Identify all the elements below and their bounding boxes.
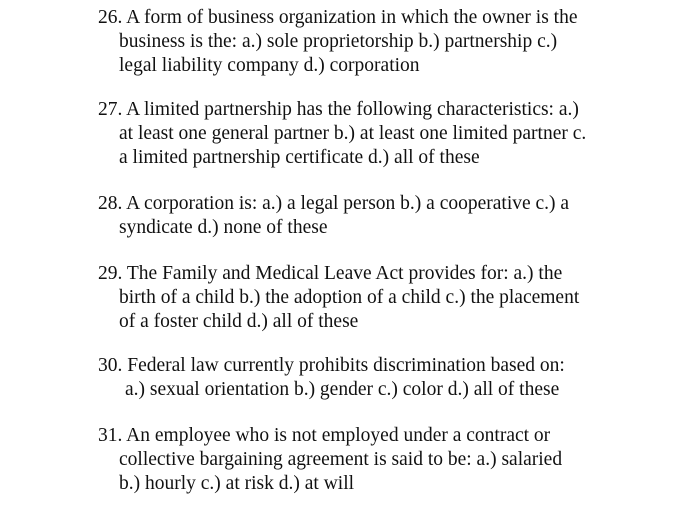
- question-line: 27. A limited partnership has the following characteristics: a.): [98, 99, 579, 120]
- question-line: b.) hourly c.) at risk d.) at will: [119, 473, 355, 494]
- question-line: a.) sexual orientation b.) gender c.) color d.) all of these: [125, 379, 560, 400]
- question-31: [98, 424, 678, 496]
- question-line: 28. A corporation is: a.) a legal person b.) a cooperative c.) a: [98, 193, 570, 214]
- question-line: collective bargaining agreement is said to be: a.) salaried: [119, 449, 563, 470]
- question-line: syndicate d.) none of these: [119, 217, 328, 238]
- question-line: 30. Federal law currently prohibits discrimination based on:: [98, 355, 565, 376]
- question-26: [98, 6, 678, 78]
- question-27: [98, 98, 678, 170]
- question-line: 26. A form of business organization in which the owner is the: [98, 7, 578, 28]
- question-line: 29. The Family and Medical Leave Act provides for: a.) the: [98, 263, 563, 284]
- question-30: [98, 354, 678, 402]
- question-line: at least one general partner b.) at least one limited partner c.: [119, 123, 587, 144]
- question-28: [98, 192, 678, 240]
- question-line: legal liability company d.) corporation: [119, 55, 420, 76]
- question-line: 31. An employee who is not employed under a contract or: [98, 425, 551, 446]
- question-29: [98, 262, 678, 334]
- question-line: of a foster child d.) all of these: [119, 311, 359, 332]
- question-line: birth of a child b.) the adoption of a child c.) the placement: [119, 287, 580, 308]
- question-line: a limited partnership certificate d.) all of these: [119, 147, 480, 168]
- question-line: business is the: a.) sole proprietorship b.) partnership c.): [119, 31, 558, 52]
